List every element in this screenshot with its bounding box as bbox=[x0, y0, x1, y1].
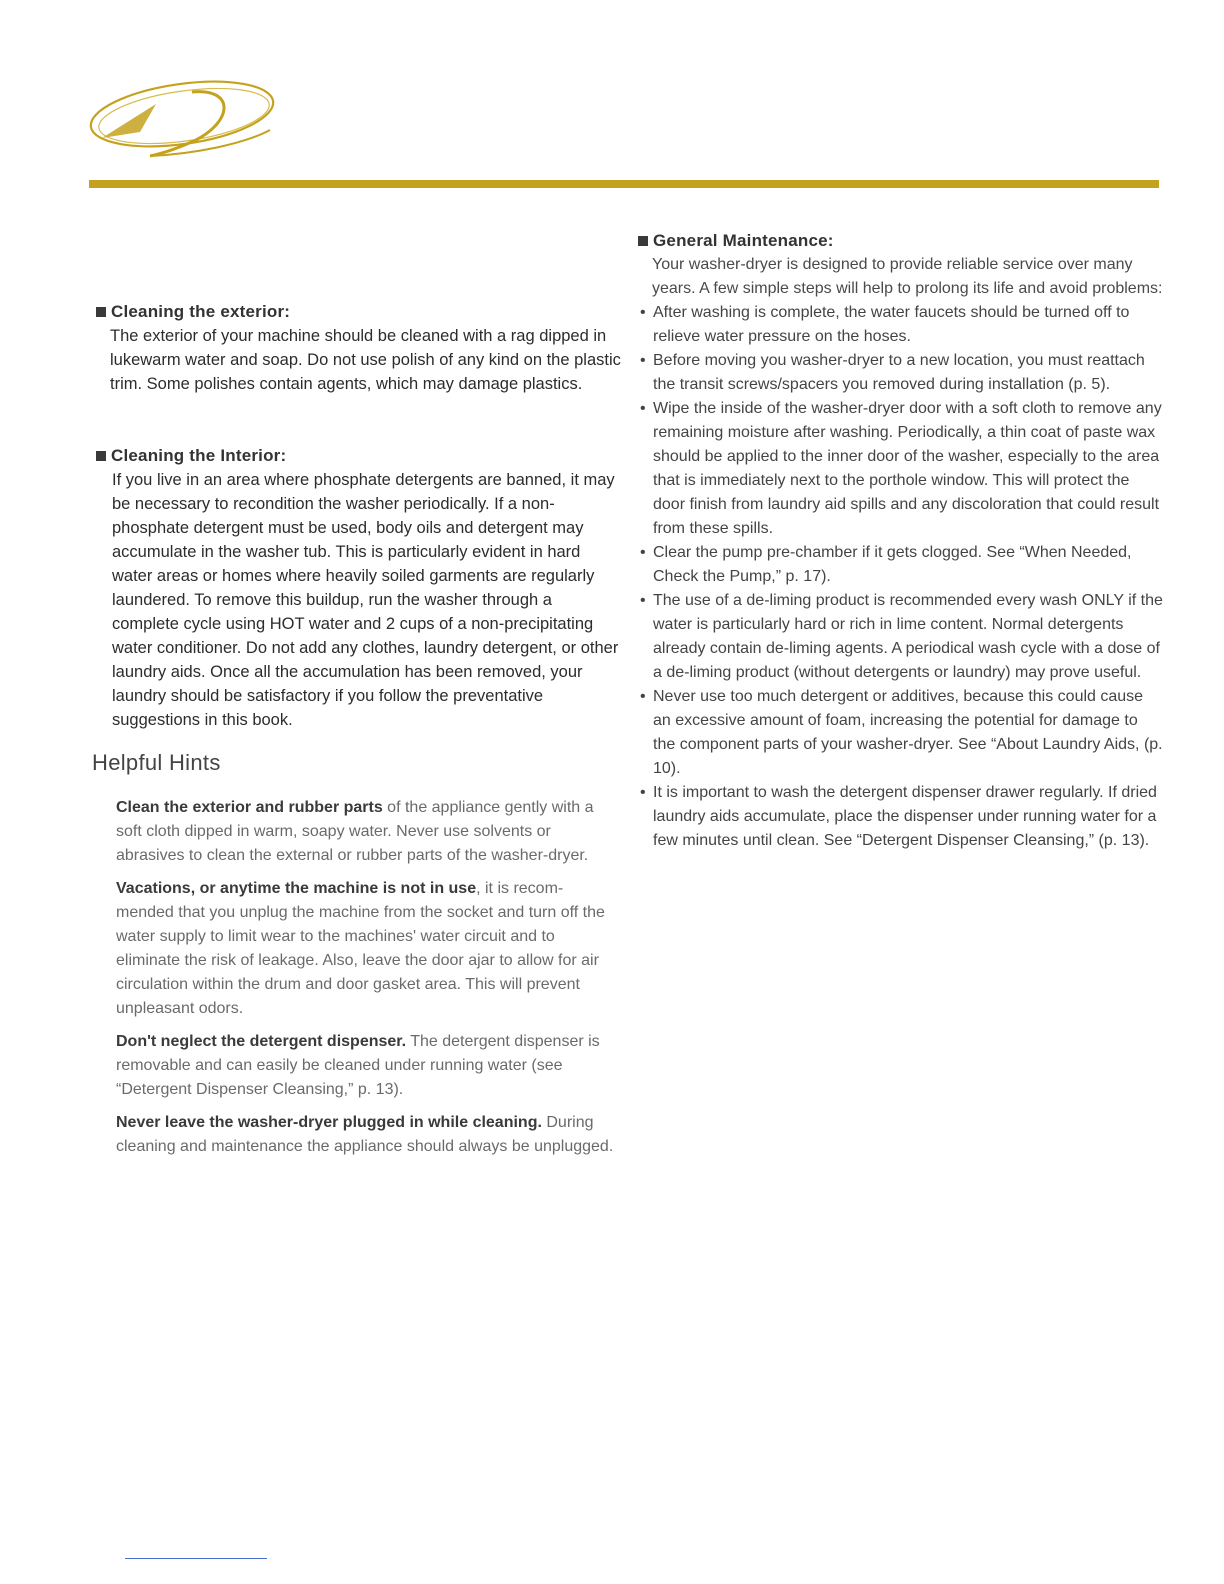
exterior-heading-text: Cleaning the exterior: bbox=[111, 302, 291, 321]
maintenance-list bbox=[638, 301, 1163, 853]
list-item bbox=[638, 301, 1163, 349]
bullet-icon: • bbox=[640, 784, 646, 801]
list-item-text: It is important to wash the detergent dispenser drawer regularly. If dried laundry aids accumulate, place the dispenser under running water for a few minutes until clean. See “Detergent Dispenser Cleansing,” (p. 13). bbox=[653, 784, 1157, 849]
list-item-text: Clear the pump pre-chamber if it gets clogged. See “When Needed, Check the Pump,” p. 17). bbox=[653, 544, 1132, 585]
square-bullet-icon bbox=[96, 307, 106, 317]
interior-heading-text: Cleaning the Interior: bbox=[111, 446, 287, 465]
footer-link-underline bbox=[125, 1558, 267, 1559]
general-maintenance-heading bbox=[638, 229, 1163, 253]
list-item bbox=[638, 781, 1163, 853]
list-item bbox=[638, 685, 1163, 781]
hint-item bbox=[116, 796, 621, 868]
list-item bbox=[638, 541, 1163, 589]
hints-list bbox=[96, 796, 621, 1159]
list-item-text: After washing is complete, the water faucets should be turned off to relieve water pressure on the hoses. bbox=[653, 304, 1130, 345]
hint-text: During cleaning and maintenance the appliance should always be unplugged. bbox=[116, 1114, 614, 1155]
list-item bbox=[638, 397, 1163, 541]
bullet-icon: • bbox=[640, 592, 646, 609]
helpful-hints-title: Helpful Hints bbox=[92, 750, 221, 775]
list-item-text: Before moving you washer-dryer to a new location, you must reattach the transit screws/spacers you removed during installation (p. 5). bbox=[653, 352, 1145, 393]
right-column bbox=[638, 229, 1163, 853]
bullet-icon: • bbox=[640, 304, 646, 321]
bullet-icon: • bbox=[640, 688, 646, 705]
left-column bbox=[92, 300, 621, 1168]
general-maintenance-heading-text: General Maintenance: bbox=[653, 231, 834, 250]
list-item-text: The use of a de-liming product is recommended every wash ONLY if the water is particularly hard or rich in lime content. Normal detergents already contain de-liming agents. A periodical wash cycle with a dose of a de-liming product (without detergents or laundry) may prove useful. bbox=[653, 592, 1163, 681]
hint-lead: Clean the exterior and rubber parts bbox=[116, 799, 383, 816]
list-item bbox=[638, 589, 1163, 685]
exterior-body: The exterior of your machine should be cleaned with a rag dipped in lukewarm water and soap. Do not use polish of any kind on the plastic trim. Some polishes contain agents, which may damage plastics. bbox=[110, 327, 621, 393]
list-item bbox=[638, 349, 1163, 397]
hint-lead: Don't neglect the detergent dispenser. bbox=[116, 1033, 407, 1050]
list-item-text: Never use too much detergent or additives, because this could cause an excessive amount of foam, increasing the potential for damage to the component parts of your washer-dryer. See “About Laundry Aids, (p. 10). bbox=[653, 688, 1163, 777]
hint-text: of the appliance gently with a soft cloth dipped in warm, soapy water. Never use solvents or abrasives to clean the external or rubber parts of the washer-dryer. bbox=[116, 799, 594, 864]
header-rule bbox=[89, 180, 1159, 188]
brand-logo bbox=[84, 70, 280, 162]
exterior-heading bbox=[96, 300, 621, 324]
hint-text: , it is recom-mended that you unplug the machine from the socket and turn off the water supply to limit wear to the machines' water circuit and to eliminate the risk of leakage. Also, leave the door ajar to allow for air circulation within the drum and door gasket area. This will prevent unpleasant odors. bbox=[116, 880, 605, 1017]
bullet-icon: • bbox=[640, 544, 646, 561]
hint-item bbox=[116, 1030, 621, 1102]
hint-item bbox=[116, 877, 621, 1021]
hint-lead: Vacations, or anytime the machine is not in use bbox=[116, 880, 477, 897]
hint-item bbox=[116, 1111, 621, 1159]
hint-lead: Never leave the washer-dryer plugged in while cleaning. bbox=[116, 1114, 542, 1131]
bullet-icon: • bbox=[640, 400, 646, 417]
square-bullet-icon bbox=[638, 236, 648, 246]
general-maintenance-intro: Your washer-dryer is designed to provide reliable service over many years. A few simple steps will help to prolong its life and avoid problems: bbox=[652, 256, 1163, 297]
square-bullet-icon bbox=[96, 451, 106, 461]
bullet-icon: • bbox=[640, 352, 646, 369]
hint-text: The detergent dispenser is removable and can easily be cleaned under running water (see “Detergent Dispenser Cleansing,” p. 13). bbox=[116, 1033, 600, 1098]
interior-body: If you live in an area where phosphate detergents are banned, it may be necessary to recondition the washer periodically. If a non-phosphate detergent must be used, body oils and detergent may accumulate in the washer tub. This is particularly evident in hard water areas or homes where heavily soiled garments are regularly laundered. To remove this buildup, run the washer through a complete cycle using HOT water and 2 cups of a non-precipitating water conditioner. Do not add any clothes, laundry detergent, or other laundry aids. Once all the accumulation has been removed, your laundry should be satisfactory if you follow the preventative suggestions in this book. bbox=[112, 471, 619, 729]
interior-heading bbox=[96, 444, 621, 468]
list-item-text: Wipe the inside of the washer-dryer door with a soft cloth to remove any remaining moisture after washing. Periodically, a thin coat of paste wax should be applied to the inner door of the washer, especially to the area that is immediately next to the porthole window. This will protect the door finish from laundry aid spills and any discoloration that could result from these spills. bbox=[653, 400, 1162, 537]
